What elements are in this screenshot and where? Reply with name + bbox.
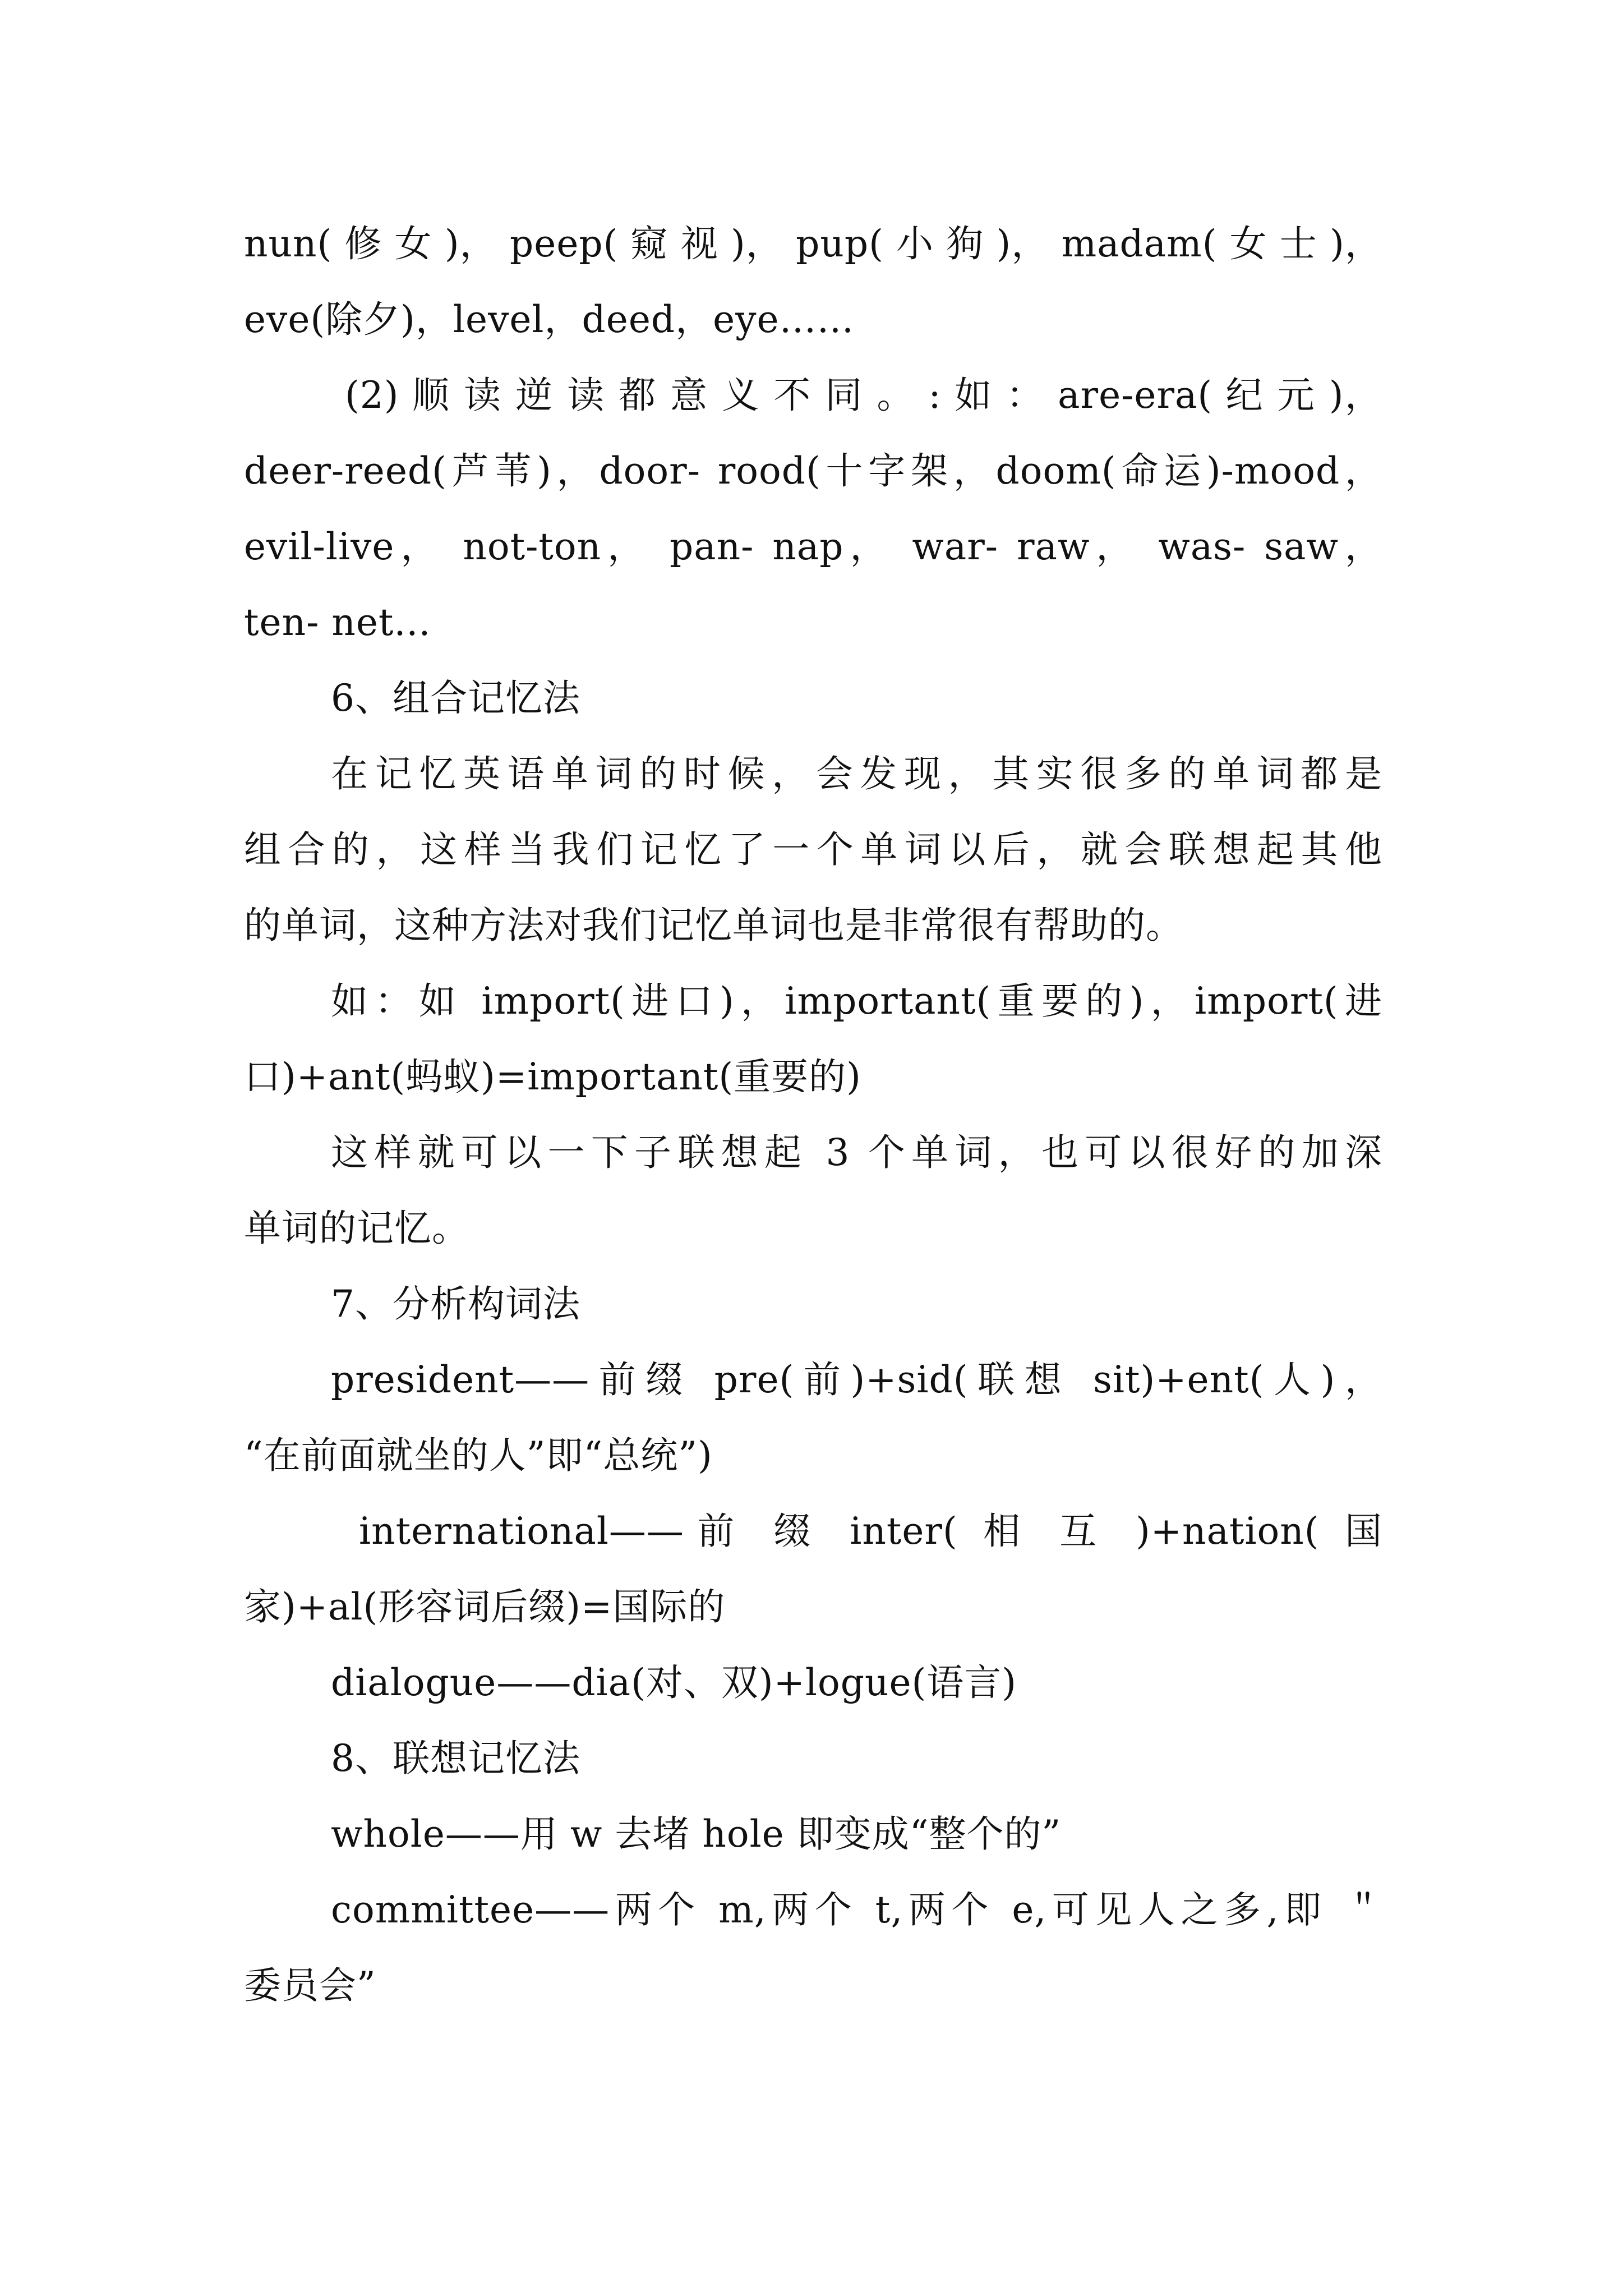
text-line: committee——两个 m,两个 t,两个 e,可见人之多,即 ＂ [331, 1888, 1382, 1931]
text-line: eve(除夕)，level，deed，eye…… [244, 298, 855, 341]
text-line: 这样就可以一下子联想起 3 个单词，也可以很好的加深 [331, 1131, 1382, 1174]
text-line: 的单词，这种方法对我们记忆单词也是非常很有帮助的。 [244, 904, 1183, 947]
text-line: 如：如 import(进口)，important(重要的)，import(进 [331, 979, 1382, 1023]
text-line: deer-reed(芦苇)，door- rood(十字架，doom(命运)-mood， [244, 449, 1382, 493]
text-line: dialogue——dia(对、双)+logue(语言) [331, 1661, 1017, 1704]
section-heading: 7、分析构词法 [331, 1282, 580, 1326]
text-line: 委员会” [244, 1964, 376, 2007]
text-line: 单词的记忆。 [244, 1207, 469, 1250]
text-line: “在前面就坐的人”即“总统”) [244, 1434, 713, 1477]
text-line: 家)+al(形容词后缀)=国际的 [244, 1585, 726, 1628]
text-line: (2) 顺 读 逆 读 都 意 义 不 同 。 : 如 ： are-era( 纪 元 )， [345, 374, 1382, 417]
text-line: evil-live， not-ton， pan- nap， war- raw， was- saw， [244, 525, 1382, 568]
text-line: whole——用 w 去堵 hole 即变成“整个的” [331, 1812, 1062, 1856]
text-line: president——前缀 pre(前)+sid(联想 sit)+ent(人)， [331, 1358, 1382, 1401]
text-line: 在记忆英语单词的时候，会发现，其实很多的单词都是 [331, 752, 1382, 795]
text-line: international——前 缀 inter( 相 互 )+nation( 国 [359, 1510, 1382, 1553]
text-line: 组合的，这样当我们记忆了一个单词以后，就会联想起其他 [244, 828, 1382, 871]
text-line: nun( 修 女 )， peep( 窥 视 )， pup( 小 狗 )， madam( 女 士 )， [244, 222, 1382, 265]
text-line: ten- net... [244, 601, 431, 644]
section-heading: 8、联想记忆法 [331, 1737, 580, 1780]
section-heading: 6、组合记忆法 [331, 677, 580, 720]
text-line: 口)+ant(蚂蚁)=important(重要的) [244, 1055, 861, 1098]
